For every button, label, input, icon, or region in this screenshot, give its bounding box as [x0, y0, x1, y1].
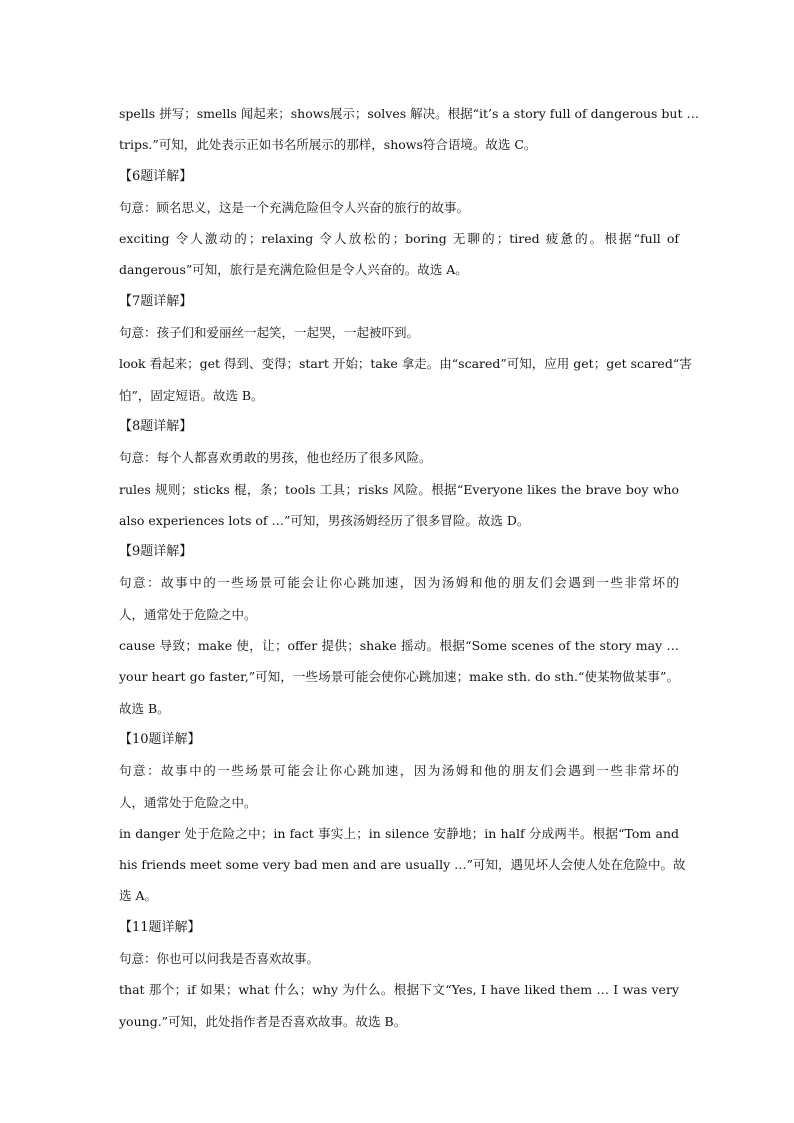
answer-explanation-body [119, 98, 699, 1037]
text-line: 人，通常处于危险之中。 [119, 606, 257, 622]
text-line: exciting 令人激动的；relaxing 令人放松的；boring 无聊的；tired 疲惫的。根据“full of [119, 231, 679, 247]
question-heading: 【10题详解】 [119, 731, 201, 747]
text-line: 选 A。 [119, 888, 158, 904]
text-line: in danger 处于危险之中；in fact 事实上；in silence 安静地；in half 分成两半。根据“Tom and [119, 825, 679, 841]
text-line: dangerous”可知，旅行是充满危险但是令人兴奋的。故选 A。 [119, 262, 468, 278]
question-heading: 【9题详解】 [119, 544, 193, 560]
text-line: 句意：故事中的一些场景可能会让你心跳加速，因为汤姆和他的朋友们会遇到一些非常坏的 [119, 763, 679, 779]
text-line: 句意：你也可以问我是否喜欢故事。 [119, 951, 320, 967]
text-line: your heart go faster,”可知，一些场景可能会使你心跳加速；make sth. do sth.“使某物做某事”。 [119, 669, 679, 685]
text-line: his friends meet some very bad men and are usually …”可知，遇见坏人会使人处在危险中。故 [119, 857, 686, 873]
question-heading: 【8题详解】 [119, 418, 193, 434]
text-line: look 看起来；get 得到、变得；start 开始；take 拿走。由“scared”可知，应用 get；get scared“害 [119, 356, 692, 372]
text-line: 句意：顾名思义，这是一个充满危险但令人兴奋的旅行的故事。 [119, 199, 470, 215]
text-line: 人，通常处于危险之中。 [119, 794, 257, 810]
text-line: 怕”，固定短语。故选 B。 [119, 387, 264, 403]
text-line: spells 拼写；smells 闻起来；shows展示；solves 解决。根据“it’s a story full of dangerous but … [119, 106, 699, 121]
text-line: 句意：孩子们和爱丽丝一起笑，一起哭，一起被吓到。 [119, 325, 420, 341]
text-line: that 那个；if 如果；what 什么；why 为什么。根据下文“Yes, I have liked them … I was very [119, 982, 679, 998]
text-line: rules 规则；sticks 棍，条；tools 工具；risks 风险。根据“Everyone likes the brave boy who [119, 481, 679, 497]
question-heading: 【6题详解】 [119, 168, 193, 184]
text-line: young.”可知，此处指作者是否喜欢故事。故选 B。 [119, 1013, 407, 1029]
question-heading: 【7题详解】 [119, 293, 193, 309]
text-line: 句意：故事中的一些场景可能会让你心跳加速，因为汤姆和他的朋友们会遇到一些非常坏的 [119, 575, 679, 591]
text-line: also experiences lots of …”可知，男孩汤姆经历了很多冒险。故选 D。 [119, 512, 530, 528]
question-heading: 【11题详解】 [119, 919, 201, 935]
text-line: trips.”可知，此处表示正如书名所展示的那样，shows符合语境。故选 C。 [119, 137, 537, 153]
text-line: cause 导致；make 使，让；offer 提供；shake 摇动。根据“Some scenes of the story may … [119, 638, 679, 654]
text-line: 句意：每个人都喜欢勇敢的男孩，他也经历了很多风险。 [119, 450, 432, 466]
text-line: 故选 B。 [119, 700, 170, 716]
